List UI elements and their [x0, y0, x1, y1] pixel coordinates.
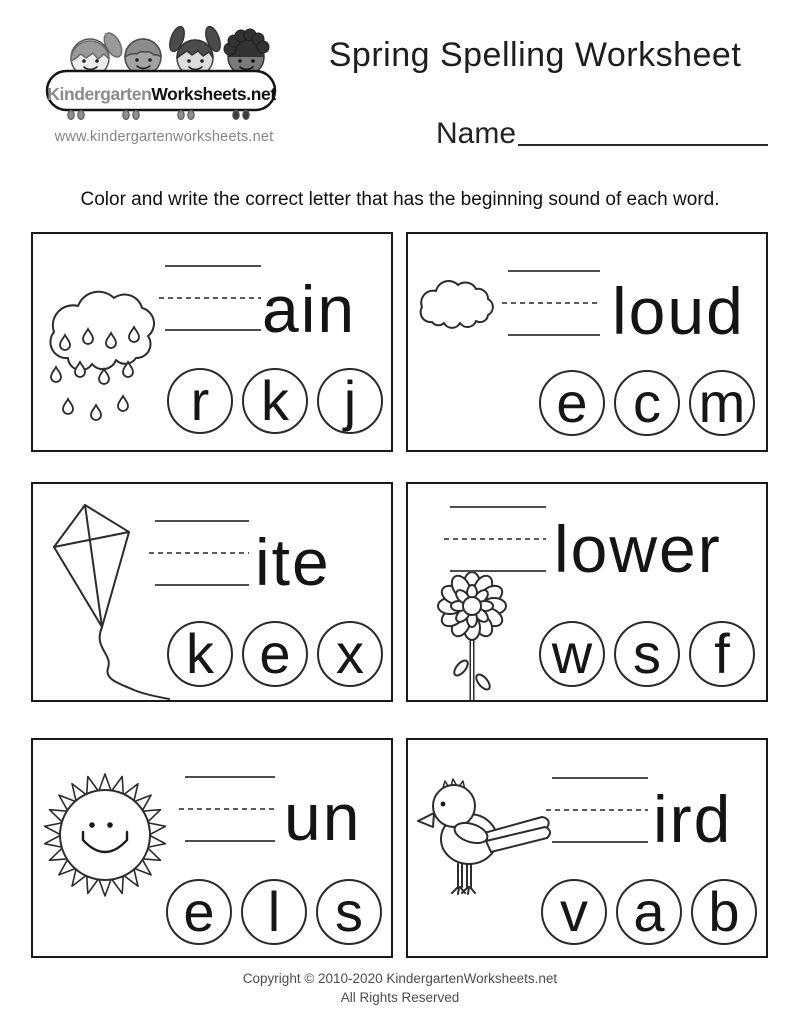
letter-choice[interactable]: r — [167, 368, 233, 434]
letter-choice[interactable]: b — [691, 879, 757, 945]
letter-choice[interactable]: c — [614, 370, 680, 436]
kid-3 — [167, 25, 223, 76]
word-ending: ite — [255, 525, 331, 599]
letter-choices — [541, 879, 757, 945]
bird-eye — [441, 802, 446, 807]
page-footer — [0, 971, 800, 1005]
activity-box-sun — [31, 738, 393, 958]
letter-choice[interactable]: k — [167, 621, 233, 687]
rights-text: All Rights Reserved — [340, 990, 460, 1005]
word-ending: ird — [653, 782, 733, 856]
copyright-text: Copyright © 2010-2020 KindergartenWorksheets.net — [242, 971, 558, 986]
logo-url: www.kindergartenworksheets.net — [54, 129, 274, 145]
word-ending: ain — [262, 272, 357, 346]
name-label: Name — [436, 117, 517, 150]
name-blank-line[interactable] — [518, 114, 768, 146]
bird-head — [433, 785, 475, 827]
letter-choice[interactable]: e — [539, 370, 605, 436]
letter-choice[interactable]: f — [689, 621, 755, 687]
letter-choice[interactable]: x — [317, 621, 383, 687]
site-logo — [40, 12, 288, 162]
kid-2 — [125, 39, 161, 75]
activity-box-rain — [31, 232, 393, 452]
letter-choices — [167, 368, 383, 434]
cloud-image — [414, 274, 506, 330]
name-row — [436, 114, 768, 151]
activity-box-flower — [406, 482, 768, 702]
bird-legs — [452, 864, 475, 894]
letter-choice[interactable]: l — [241, 879, 307, 945]
logo-brand-suffix: Worksheets.net — [151, 83, 276, 104]
word-ending: loud — [612, 274, 745, 348]
activity-box-kite — [31, 482, 393, 702]
kids-feet — [68, 111, 249, 120]
kite-tail — [100, 627, 169, 699]
letter-choices — [539, 621, 755, 687]
activity-box-cloud — [406, 232, 768, 452]
sun-image — [42, 772, 168, 898]
activity-box-bird — [406, 738, 768, 958]
logo-wordmark — [48, 79, 275, 109]
instruction-text: Color and write the correct letter that has the beginning sound of each word. — [80, 189, 720, 210]
word-ending: un — [284, 780, 362, 854]
kid-4 — [224, 29, 269, 75]
letter-choice[interactable]: e — [166, 879, 232, 945]
letter-choices — [167, 621, 383, 687]
flower-image — [432, 570, 518, 702]
letter-choice[interactable]: j — [317, 368, 383, 434]
letter-choice[interactable]: a — [616, 879, 682, 945]
page-title: Spring Spelling Worksheet — [328, 36, 742, 74]
letter-choice[interactable]: s — [614, 621, 680, 687]
rain-cloud-image — [38, 270, 168, 452]
letter-choice[interactable]: v — [541, 879, 607, 945]
letter-choice[interactable]: m — [689, 370, 755, 436]
letter-choice[interactable]: s — [316, 879, 382, 945]
kids-logo-illustration — [40, 12, 288, 127]
bird-beak — [418, 813, 434, 827]
bird-image — [414, 777, 556, 902]
letter-choice[interactable]: e — [242, 621, 308, 687]
logo-brand-prefix: Kindergarten — [47, 83, 152, 104]
letter-choices — [539, 370, 755, 436]
letter-choice[interactable]: w — [539, 621, 605, 687]
letter-choice[interactable]: k — [242, 368, 308, 434]
word-ending: lower — [554, 512, 722, 586]
letter-choices — [166, 879, 382, 945]
